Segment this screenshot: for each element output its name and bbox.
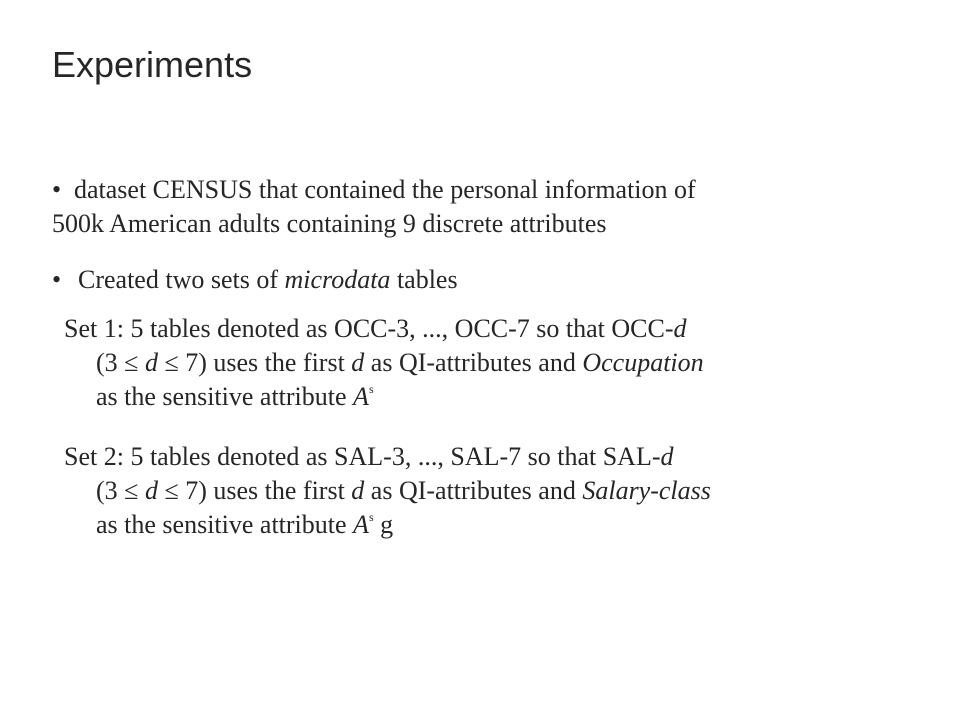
set2-line1 xyxy=(64,440,711,474)
set2-line2-var2: d xyxy=(351,476,365,505)
set1-paragraph xyxy=(64,312,704,414)
set1-line1-text: Set 1: 5 tables denoted as OCC-3, ..., OCC-7 so that OCC- xyxy=(64,314,674,343)
set2-line2-mid: ≤ 7) uses the first xyxy=(157,476,352,505)
bullet-created xyxy=(52,263,458,297)
bullet-dataset-line2: 500k American adults containing 9 discrete attributes xyxy=(52,209,607,238)
bullet-created-em: microdata xyxy=(284,265,391,294)
set2-line3-sup: s xyxy=(368,510,374,524)
bullet-dataset-line1 xyxy=(52,173,696,207)
set1-line2-pre: (3 ≤ xyxy=(96,348,145,377)
set1-line1-var: d xyxy=(673,314,687,343)
set1-line2-em: Occupation xyxy=(582,348,704,377)
set2-line2-em: Salary-class xyxy=(582,476,711,505)
bullet-icon: • xyxy=(52,175,62,204)
bullet-created-post: tables xyxy=(390,265,458,294)
set1-line3-sup: s xyxy=(368,382,374,396)
slide-title: Experiments xyxy=(52,44,253,85)
set1-line2-mid: ≤ 7) uses the first xyxy=(157,348,352,377)
bullet-dataset-text1: dataset CENSUS that contained the personal information of xyxy=(74,175,696,204)
set1-line2-var1: d xyxy=(144,348,158,377)
bullet-created-line xyxy=(52,263,458,297)
set1-line1 xyxy=(64,312,704,346)
set2-line1-var: d xyxy=(660,442,674,471)
set2-paragraph xyxy=(64,440,711,542)
set2-line1-text: Set 2: 5 tables denoted as SAL-3, ..., SAL-7 so that SAL- xyxy=(64,442,661,471)
set1-line3 xyxy=(64,380,704,414)
set2-line2-var1: d xyxy=(144,476,158,505)
set1-line2-var2: d xyxy=(351,348,365,377)
set1-line3-pre: as the sensitive attribute xyxy=(96,382,354,411)
set2-line2 xyxy=(64,474,711,508)
set2-line3-var: A xyxy=(353,510,369,539)
bullet-icon: • xyxy=(52,265,62,294)
bullet-dataset xyxy=(52,173,696,241)
set2-line2-pre: (3 ≤ xyxy=(96,476,145,505)
set2-line3-pre: as the sensitive attribute xyxy=(96,510,354,539)
set1-line2-mid2: as QI-attributes and xyxy=(364,348,583,377)
bullet-created-pre: Created two sets of xyxy=(78,265,285,294)
set2-line3-post: g xyxy=(373,510,394,539)
set1-line2 xyxy=(64,346,704,380)
set1-line3-var: A xyxy=(353,382,369,411)
set2-line2-mid2: as QI-attributes and xyxy=(364,476,583,505)
set2-line3 xyxy=(64,508,711,542)
